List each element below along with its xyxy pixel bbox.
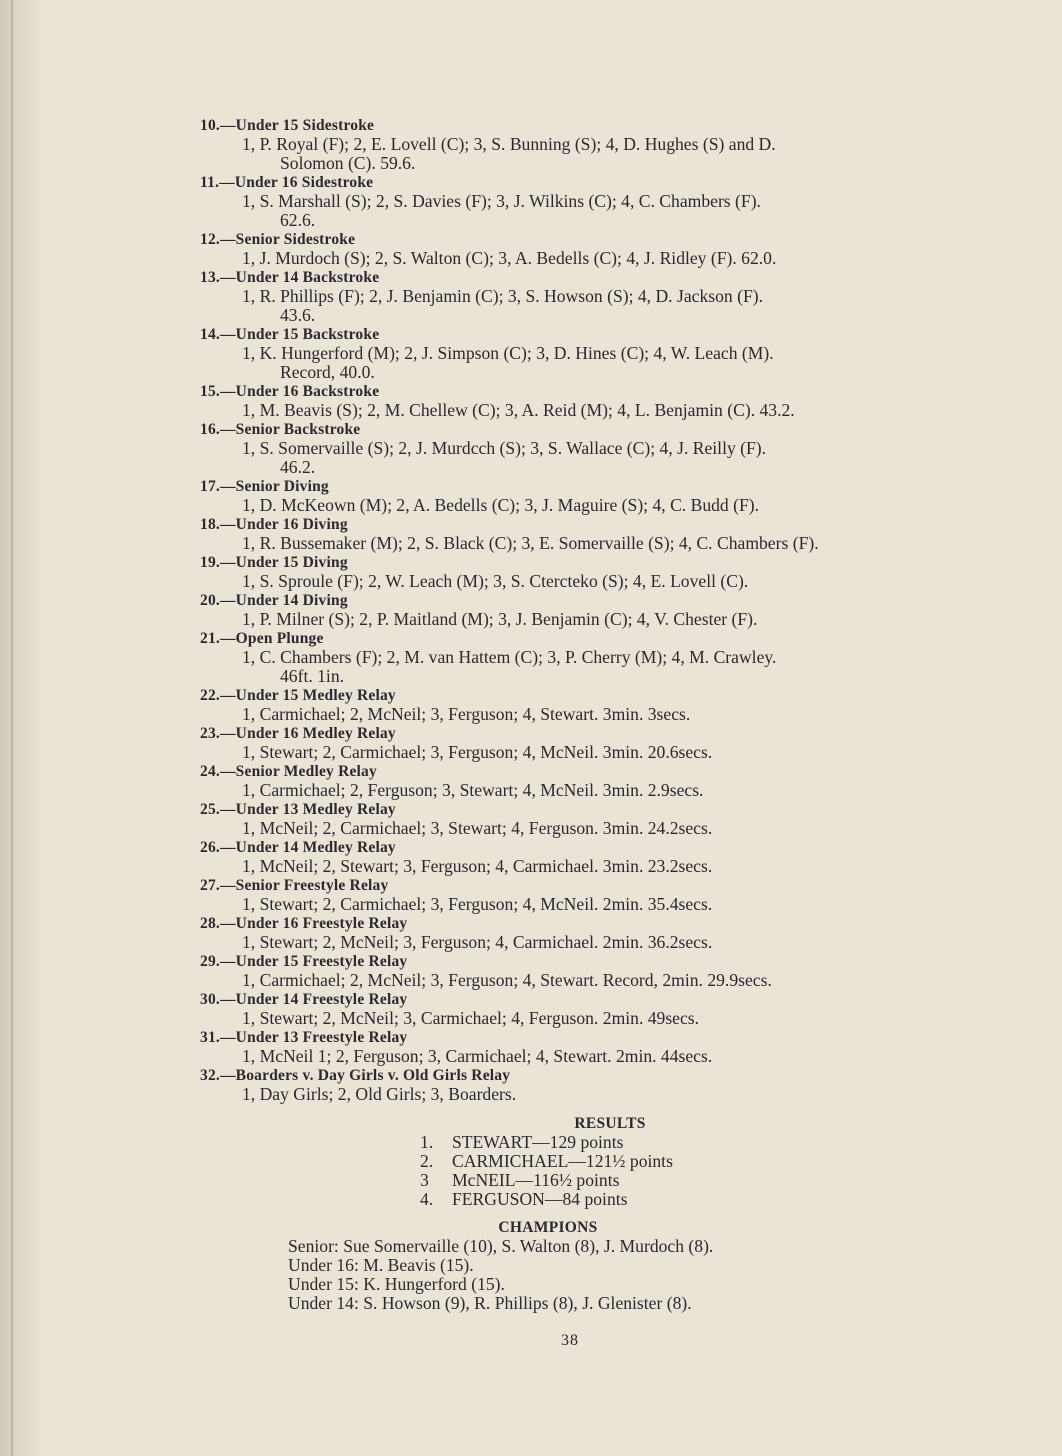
placings-continuation: 46ft. 1in. — [280, 666, 345, 686]
result-rank: 3 — [420, 1170, 429, 1190]
event-title: 11.—Under 16 Sidestroke — [200, 174, 374, 191]
event-placings — [200, 1085, 960, 1104]
event-title: 15.—Under 16 Backstroke — [200, 383, 380, 400]
event-results-list — [200, 116, 960, 1104]
event-title: 25.—Under 13 Medley Relay — [200, 801, 396, 818]
event-placings — [200, 781, 960, 800]
result-house-points: FERGUSON—84 points — [452, 1189, 628, 1209]
event-entry — [200, 591, 960, 629]
champion-line: Under 15: K. Hungerford (15). — [288, 1274, 505, 1294]
event-title: 17.—Senior Diving — [200, 478, 329, 495]
event-entry — [200, 420, 960, 477]
event-title: 23.—Under 16 Medley Relay — [200, 725, 396, 742]
result-row — [420, 1152, 840, 1171]
result-rank: 2. — [420, 1151, 434, 1171]
event-entry — [200, 173, 960, 230]
event-placings — [200, 933, 960, 952]
event-title: 24.—Senior Medley Relay — [200, 763, 377, 780]
result-house-points: STEWART—129 points — [452, 1132, 624, 1152]
event-entry — [200, 553, 960, 591]
event-entry — [200, 990, 960, 1028]
event-title: 12.—Senior Sidestroke — [200, 231, 356, 248]
event-entry — [200, 629, 960, 686]
placings-line: 1, R. Bussemaker (M); 2, S. Black (C); 3, E. Somervaille (S); 4, C. Chambers (F). — [242, 533, 819, 553]
event-entry — [200, 1028, 960, 1066]
placings-line: 1, D. McKeown (M); 2, A. Bedells (C); 3, J. Maguire (S); 4, C. Budd (F). — [242, 495, 760, 515]
placings-line: 1, K. Hungerford (M); 2, J. Simpson (C); 3, D. Hines (C); 4, W. Leach (M). — [242, 343, 774, 363]
event-entry — [200, 762, 960, 800]
event-placings — [200, 287, 960, 325]
champions-list — [288, 1237, 908, 1313]
placings-line: 1, McNeil; 2, Stewart; 3, Ferguson; 4, Carmichael. 3min. 23.2secs. — [242, 856, 713, 876]
placings-line: 1, McNeil 1; 2, Ferguson; 3, Carmichael; 4, Stewart. 2min. 44secs. — [242, 1046, 713, 1066]
event-placings — [200, 743, 960, 762]
champion-line: Under 14: S. Howson (9), R. Phillips (8), J. Glenister (8). — [288, 1293, 692, 1313]
event-placings — [200, 496, 960, 515]
event-entry — [200, 325, 960, 382]
event-title: 30.—Under 14 Freestyle Relay — [200, 991, 408, 1008]
placings-line: 1, Stewart; 2, Carmichael; 3, Ferguson; 4, McNeil. 3min. 20.6secs. — [242, 742, 713, 762]
placings-line: 1, C. Chambers (F); 2, M. van Hattem (C); 3, P. Cherry (M); 4, M. Crawley. — [242, 647, 777, 667]
event-placings — [200, 249, 960, 268]
result-row — [420, 1133, 840, 1152]
event-placings — [200, 648, 960, 686]
event-entry — [200, 382, 960, 420]
placings-line: 1, S. Somervaille (S); 2, J. Murdcch (S); 3, S. Wallace (C); 4, J. Reilly (F). — [242, 438, 767, 458]
placings-continuation: 43.6. — [280, 305, 316, 325]
placings-line: 1, S. Sproule (F); 2, W. Leach (M); 3, S. Ctercteko (S); 4, E. Lovell (C). — [242, 571, 749, 591]
event-entry — [200, 230, 960, 268]
event-title: 26.—Under 14 Medley Relay — [200, 839, 396, 856]
event-placings — [200, 857, 960, 876]
event-title: 20.—Under 14 Diving — [200, 592, 348, 609]
placings-continuation: 46.2. — [280, 457, 316, 477]
event-entry — [200, 1066, 960, 1104]
event-entry — [200, 876, 960, 914]
event-entry — [200, 515, 960, 553]
event-title: 16.—Senior Backstroke — [200, 421, 361, 438]
placings-continuation: Solomon (C). 59.6. — [280, 153, 416, 173]
event-title: 32.—Boarders v. Day Girls v. Old Girls Relay — [200, 1067, 511, 1084]
event-entry — [200, 838, 960, 876]
placings-line: 1, S. Marshall (S); 2, S. Davies (F); 3, J. Wilkins (C); 4, C. Chambers (F). — [242, 191, 761, 211]
champion-line: Under 16: M. Beavis (15). — [288, 1255, 474, 1275]
event-title: 19.—Under 15 Diving — [200, 554, 348, 571]
event-title: 22.—Under 15 Medley Relay — [200, 687, 396, 704]
placings-line: 1, Carmichael; 2, McNeil; 3, Ferguson; 4, Stewart. Record, 2min. 29.9secs. — [242, 970, 772, 990]
result-house-points: CARMICHAEL—121½ points — [452, 1151, 673, 1171]
results-heading: RESULTS — [574, 1115, 646, 1132]
event-placings — [200, 534, 960, 553]
result-row — [420, 1171, 840, 1190]
event-title: 31.—Under 13 Freestyle Relay — [200, 1029, 408, 1046]
event-placings — [200, 344, 960, 382]
page-number: 38 — [561, 1332, 579, 1349]
results-section — [420, 1114, 840, 1209]
placings-line: 1, Day Girls; 2, Old Girls; 3, Boarders. — [242, 1084, 517, 1104]
event-title: 27.—Senior Freestyle Relay — [200, 877, 389, 894]
result-rank: 4. — [420, 1189, 434, 1209]
event-placings — [200, 705, 960, 724]
event-placings — [200, 895, 960, 914]
champion-line: Senior: Sue Somervaille (10), S. Walton (8), J. Murdoch (8). — [288, 1236, 714, 1256]
event-entry — [200, 686, 960, 724]
event-entry — [200, 952, 960, 990]
event-title: 18.—Under 16 Diving — [200, 516, 348, 533]
result-row — [420, 1190, 840, 1209]
event-placings — [200, 572, 960, 591]
event-title: 21.—Open Plunge — [200, 630, 324, 647]
placings-line: 1, Carmichael; 2, Ferguson; 3, Stewart; 4, McNeil. 3min. 2.9secs. — [242, 780, 704, 800]
event-entry — [200, 477, 960, 515]
event-placings — [200, 192, 960, 230]
placings-line: 1, Stewart; 2, McNeil; 3, Ferguson; 4, Carmichael. 2min. 36.2secs. — [242, 932, 713, 952]
placings-line: 1, J. Murdoch (S); 2, S. Walton (C); 3, A. Bedells (C); 4, J. Ridley (F). 62.0. — [242, 248, 777, 268]
placings-line: 1, Stewart; 2, McNeil; 3, Carmichael; 4, Ferguson. 2min. 49secs. — [242, 1008, 700, 1028]
event-title: 14.—Under 15 Backstroke — [200, 326, 380, 343]
placings-line: 1, McNeil; 2, Carmichael; 3, Stewart; 4, Ferguson. 3min. 24.2secs. — [242, 818, 713, 838]
placings-line: 1, R. Phillips (F); 2, J. Benjamin (C); 3, S. Howson (S); 4, D. Jackson (F). — [242, 286, 763, 306]
event-placings — [200, 1047, 960, 1066]
event-entry — [200, 268, 960, 325]
placings-line: 1, Carmichael; 2, McNeil; 3, Ferguson; 4, Stewart. 3min. 3secs. — [242, 704, 691, 724]
placings-line: 1, M. Beavis (S); 2, M. Chellew (C); 3, A. Reid (M); 4, L. Benjamin (C). 43.2. — [242, 400, 795, 420]
event-placings — [200, 819, 960, 838]
event-title: 29.—Under 15 Freestyle Relay — [200, 953, 408, 970]
event-entry — [200, 116, 960, 173]
event-title: 10.—Under 15 Sidestroke — [200, 117, 375, 134]
event-entry — [200, 914, 960, 952]
event-entry — [200, 800, 960, 838]
event-placings — [200, 610, 960, 629]
placings-line: 1, Stewart; 2, Carmichael; 3, Ferguson; 4, McNeil. 2min. 35.4secs. — [242, 894, 713, 914]
champions-heading: CHAMPIONS — [498, 1219, 598, 1236]
placings-line: 1, P. Milner (S); 2, P. Maitland (M); 3, J. Benjamin (C); 4, V. Chester (F). — [242, 609, 758, 629]
placings-line: 1, P. Royal (F); 2, E. Lovell (C); 3, S. Bunning (S); 4, D. Hughes (S) and D. — [242, 134, 776, 154]
event-title: 28.—Under 16 Freestyle Relay — [200, 915, 408, 932]
placings-continuation: 62.6. — [280, 210, 316, 230]
result-rank: 1. — [420, 1132, 434, 1152]
event-placings — [200, 971, 960, 990]
event-title: 13.—Under 14 Backstroke — [200, 269, 380, 286]
event-placings — [200, 401, 960, 420]
event-placings — [200, 135, 960, 173]
results-table — [420, 1133, 840, 1209]
placings-continuation: Record, 40.0. — [280, 362, 375, 382]
event-placings — [200, 1009, 960, 1028]
champions-section — [288, 1218, 908, 1313]
event-placings — [200, 439, 960, 477]
event-entry — [200, 724, 960, 762]
result-house-points: McNEIL—116½ points — [452, 1170, 620, 1190]
